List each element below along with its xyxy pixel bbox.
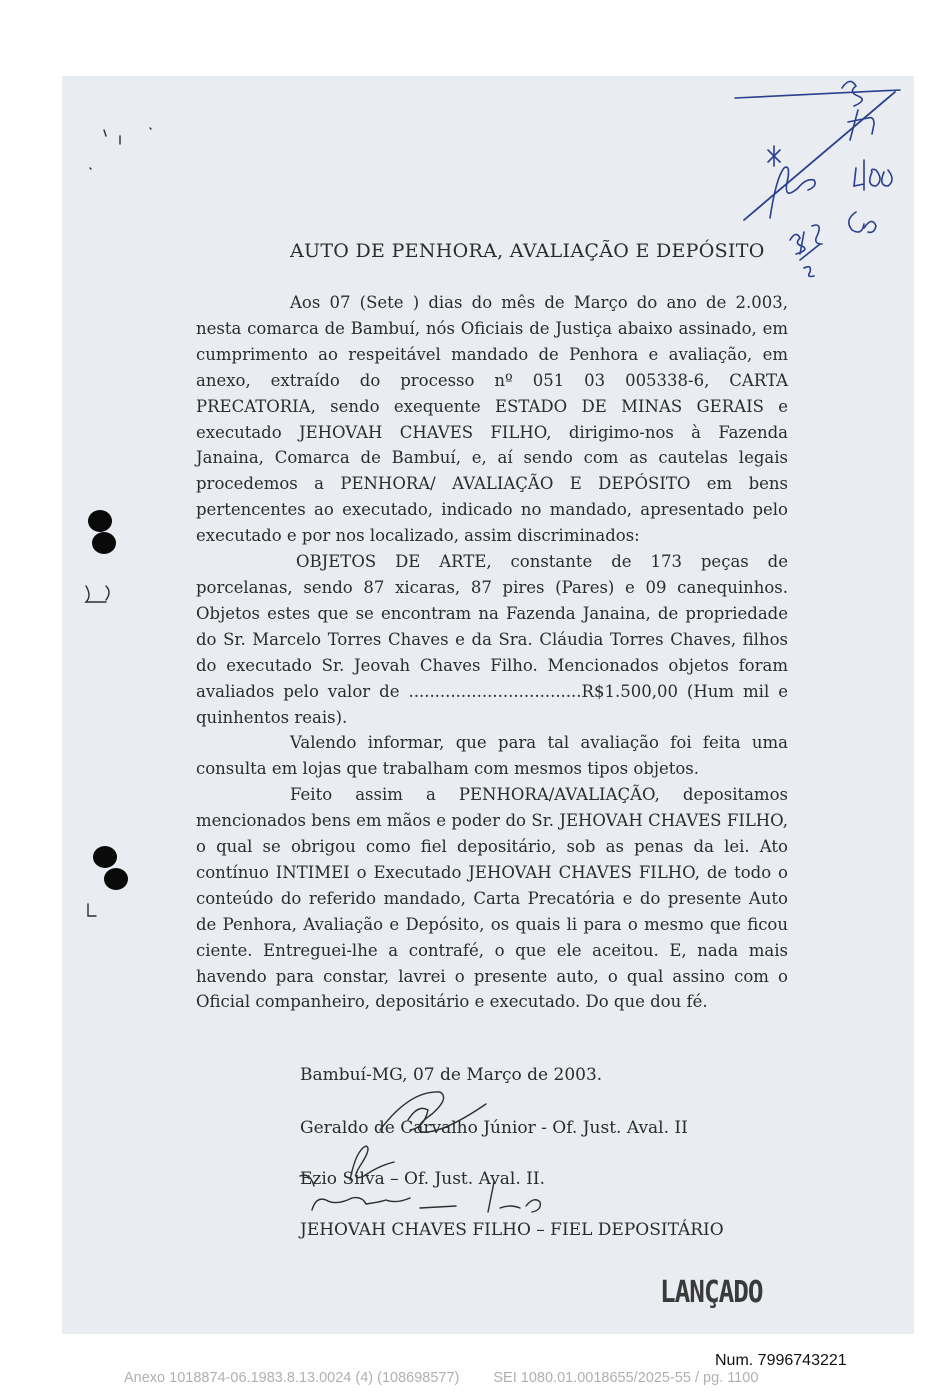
paragraph-deposito: Feito assim a PENHORA/AVALIAÇÃO, depositamos mencionados bens em mãos e poder do Sr. JEHOVAH CHAVES FILHO, o qual se obrigou como fiel depositário, sob as penas da lei. Ato contínuo INTIMEI o Executado JEHOVAH CHAVES FILHO, de todo o conteúdo do referido mandado, Carta Precatória e do presente Auto de Penhora, Avaliação e Depósito, os quais li para o mesmo que ficou ciente. Entreguei-lhe a contrafé, o que ele aceitou. E, nada mais havendo para constar, lavrei o presente auto, o qual assino com o Oficial companheiro, depositário e executado. Do que dou fé.	[196, 785, 788, 1012]
paragraph-consulta: Valendo informar, que para tal avaliação foi feita uma consulta em lojas que trabalham com mesmos tipos objetos.	[196, 733, 788, 779]
place-date: Bambuí-MG, 07 de Março de 2003.	[300, 1065, 603, 1085]
paragraph-intro: Aos 07 (Sete ) dias do mês de Março do ano de 2.003, nesta comarca de Bambuí, nós Oficiais de Justiça abaixo assinado, em cumprimento ao respeitável mandado de Penhora e avaliação, em anexo, extraído do processo nº 051 03 005338-6, CARTA PRECATORIA, sendo exequente ESTADO DE MINAS GERAIS e executado JEHOVAH CHAVES FILHO, dirigimo-nos à Fazenda Janaina, Comarca de Bambuí, e, aí sendo com as cautelas legais procedemos a PENHORA/ AVALIAÇÃO E DEPÓSITO em bens pertencentes ao executado, indicado no mandado, apresentado pelo executado e por nos localizado, assim discriminados:	[196, 293, 788, 546]
footer-reference	[124, 1370, 884, 1386]
signature-geraldo: Geraldo de Carvalho Júnior - Of. Just. Aval. II	[300, 1118, 688, 1138]
lancado-stamp: LANÇADO	[660, 1275, 763, 1311]
footer-annex: Anexo 1018874-06.1983.8.13.0024 (4) (108698577)	[124, 1370, 460, 1386]
signature-ezio: Ezio Silva – Of. Just. Aval. II.	[300, 1169, 545, 1189]
document-number: Num. 7996743221	[715, 1352, 847, 1369]
note-03-strokes	[842, 81, 862, 106]
footer-sei: SEI 1080.01.0018655/2025-55 / pg. 1100	[493, 1370, 759, 1386]
signature-jehovah: JEHOVAH CHAVES FILHO – FIEL DEPOSITÁRIO	[300, 1220, 724, 1240]
paragraph-objects: OBJETOS DE ARTE, constante de 173 peças de porcelanas, sendo 87 xicaras, 87 pires (Pares) e 09 canequinhos. Objetos estes que se encontram na Fazenda Janaina, de propriedade do Sr. Marcelo Torres Chaves e da Sra. Cláudia Torres Chaves, filhos do executado Sr. Jeovah Chaves Filho. Mencionados objetos foram avaliados pelo valor de .................................R$1.500,00 (Hum mil e quinhentos reais).	[196, 552, 788, 727]
document-title: AUTO DE PENHORA, AVALIAÇÃO E DEPÓSITO	[290, 240, 765, 262]
